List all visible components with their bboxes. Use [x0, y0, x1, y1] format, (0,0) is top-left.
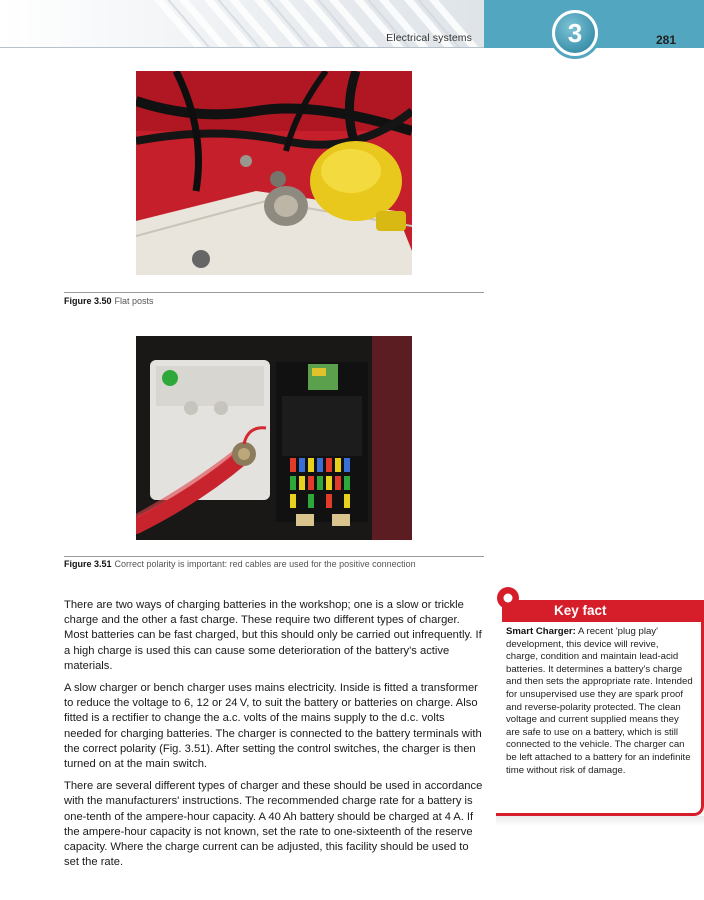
- paragraph: There are several different types of charger and these should be used in accordance with the manufacturers' instructions. The recommended charge rate for a battery is one-tenth of the ampere-hour capacity. A 40 Ah battery should be charged at 4 A. If the ampere-hour capacity is not known, set the rate to one-sixteenth of the reserve capacity. Where the charge current can be adjusted, this facility should be used to set the rate.: [64, 780, 483, 869]
- key-fact-box: [492, 584, 704, 829]
- key-fact-body: [496, 622, 704, 816]
- figure-3-50-photo: [136, 71, 412, 275]
- figure-caption-text: Correct polarity is important: red cables are used for the positive connection: [114, 559, 416, 569]
- figure-3-51-photo: [136, 336, 412, 540]
- key-fact-title: Key fact: [554, 603, 607, 618]
- page-number: 281: [655, 33, 676, 47]
- figure-label: Figure 3.51: [64, 559, 112, 569]
- key-fact-shadow: [496, 816, 704, 826]
- paragraph: There are two ways of charging batteries in the workshop; one is a slow or trickle charge and the other a fast charge. These require two different types of charger. Most batteries can be fast charged, but this should only be carried out infrequently. If a high charge is used this can cause some deterioration of the battery's active materials.: [64, 599, 482, 672]
- figure-label: Figure 3.50: [64, 296, 112, 306]
- figure-3-50-rule: [64, 292, 484, 293]
- figure-3-51-caption: [64, 559, 416, 569]
- figure-caption-text: Flat posts: [114, 296, 154, 306]
- figure-3-51-rule: [64, 556, 484, 557]
- section-title: Electrical systems: [386, 32, 472, 44]
- key-fact-lead: Smart Charger:: [506, 626, 576, 637]
- figure-3-50-caption: [64, 296, 154, 306]
- header-rule: [0, 47, 484, 48]
- body-text: [64, 598, 484, 877]
- chapter-badge: [549, 7, 601, 59]
- key-fact-text: A recent 'plug play' development, this device will revive, charge, condition and maintain lead-acid batteries. It determines a battery's charge and then sets the appropriate rate. Intended for unsupervised use they are spark proof and reverse-polarity protected. The clean voltage and current supplied means they are safe to use on a battery, which is still connected to the vehicle. The charger can be left attached to a battery for an indefinite time without risk of damage.: [506, 626, 693, 776]
- paragraph: A slow charger or bench charger uses mains electricity. Inside is fitted a transformer to reduce the voltage to 6, 12 or 24 V, to suit the battery or batteries on charge. Also fitted is a rectifier to change the a.c. volts of the mains supply to the d.c. volts needed for charging batteries. The charger is connected to the battery terminals with the correct polarity (Fig. 3.51). After setting the control switches, the charger is then turned on at the main switch.: [64, 682, 482, 771]
- chapter-number: 3: [555, 13, 595, 53]
